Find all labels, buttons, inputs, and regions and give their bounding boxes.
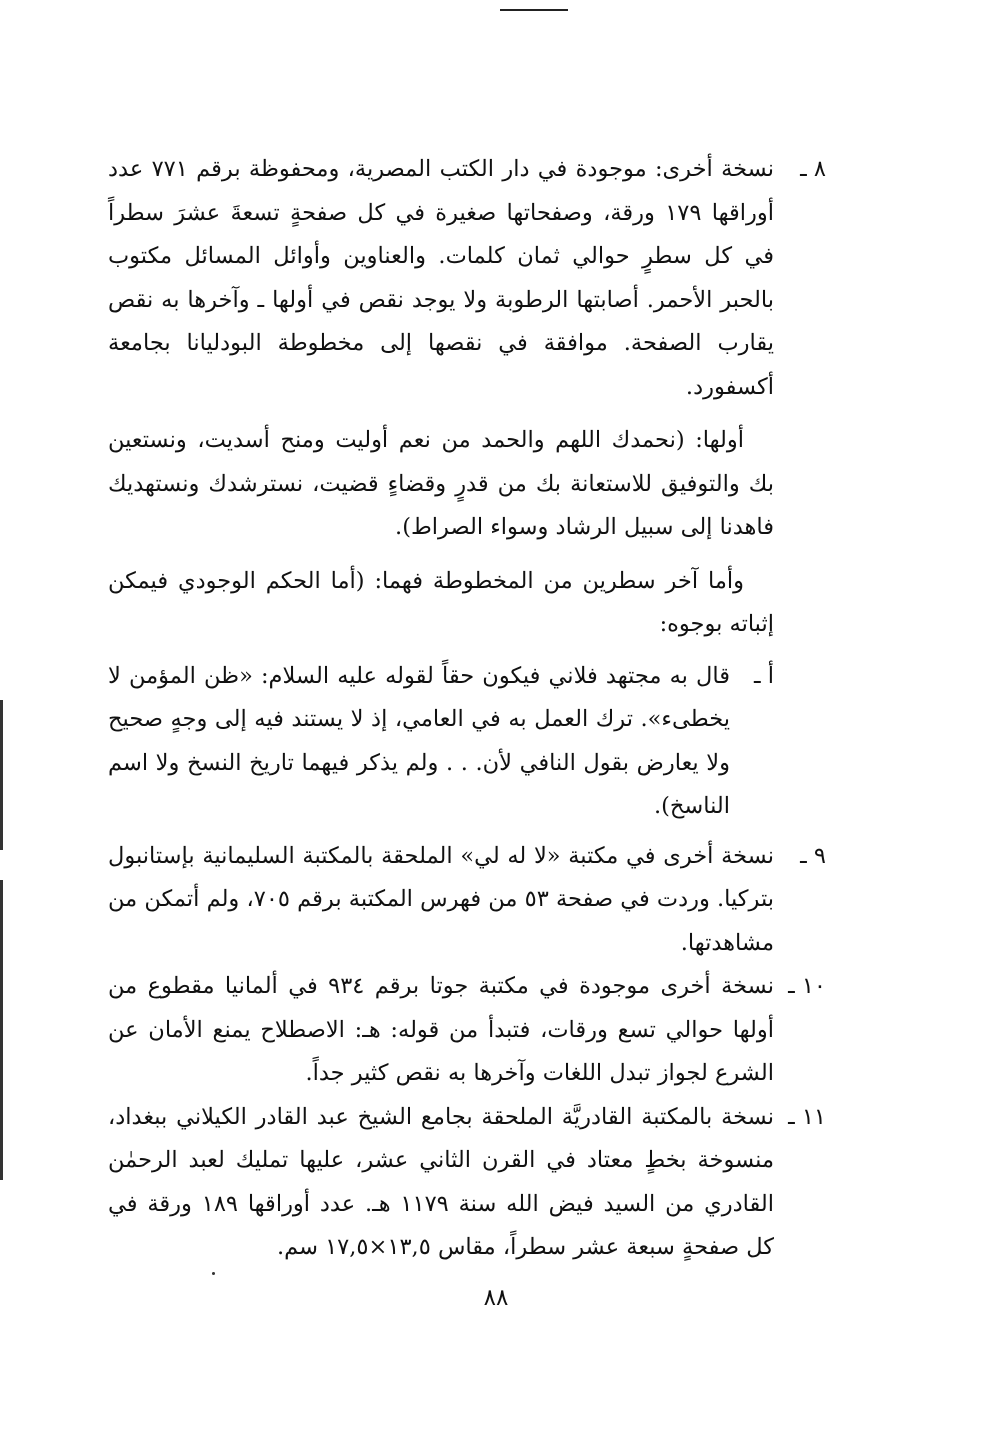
top-rule	[500, 9, 568, 11]
page-body	[108, 148, 826, 1270]
item-number: ٩ ـ	[800, 842, 826, 869]
item-number: ٨ ـ	[800, 156, 826, 182]
manuscript-ending: وأما آخر سطرين من المخطوطة فهما: (أما الحكم الوجودي فيمكن إثباته بوجوه:	[108, 567, 774, 637]
list-item	[108, 835, 826, 966]
scan-edge-mark	[0, 700, 3, 850]
list-item	[108, 965, 826, 1096]
sub-item-letter: أ ـ	[754, 662, 774, 689]
scan-edge-mark	[0, 880, 3, 1180]
page-number: ٨٨	[483, 1285, 509, 1311]
list-item	[108, 1096, 826, 1270]
scan-speck	[212, 1272, 215, 1275]
item-text: نسخة أخرى موجودة في مكتبة جوتا برقم ٩٣٤ في ألمانيا مقطوع من أولها حوالي تسع ورقات، فتبدأ من قوله: هـ: الاصطلاح يمنع الأمان عن الشرع لجواز تبدل اللغات وآخرها به نقص كثير جداً.	[108, 973, 774, 1086]
item-number: ١٠ ـ	[788, 973, 826, 999]
item-text: نسخة أخرى في مكتبة «لا له لي» الملحقة بالمكتبة السليمانية بإستانبول بتركيا. وردت في صفحة ٥٣ من فهرس المكتبة برقم ٧٠٥، ولم أتمكن من مشاهدتها.	[108, 842, 774, 956]
item-text: نسخة بالمكتبة القادريَّة الملحقة بجامع الشيخ عبد القادر الكيلاني ببغداد، منسوخة بخطٍ معتاد في القرن الثاني عشر، عليها تمليك لعبد الرحمٰن القادري من السيد فيض الله سنة ١١٧٩ هـ. عدد أوراقها ١٨٩ ورقة في كل صفحةٍ سبعة عشر سطراً، مقاس ١٣,٥×١٧,٥ سم.	[108, 1103, 774, 1260]
manuscript-opening: أولها: (نحمدك اللهم والحمد من نعم أوليت ومنح أسديت، ونستعين بك والتوفيق للاستعانة بك من قدرٍ وقضاءٍ قضيت، نسترشدك ونستهديك فاهدنا إلى سبيل الرشاد وسواء الصراط).	[108, 427, 774, 540]
sub-item	[108, 655, 826, 829]
list-item	[108, 148, 826, 409]
sub-item-text: قال به مجتهد فلاني فيكون حقاً لقوله عليه السلام: «ظن المؤمن لا يخطىء». ترك العمل به في العامي، إذ لا يستند فيه إلى وجهٍ صحيح ولا يعارض بقول النافي لأن. . . ولم يذكر فيهما تاريخ النسخ ولا اسم الناسخ).	[108, 662, 730, 819]
item-number: ١١ ـ	[788, 1103, 826, 1130]
item-text: نسخة أخرى: موجودة في دار الكتب المصرية، ومحفوظة برقم ٧٧١ عدد أوراقها ١٧٩ ورقة، وصفحاتها صغيرة في كل صفحةٍ تسعةَ عشرَ سطراً في كل سطرٍ حوالي ثمان كلمات. والعناوين وأوائل المسائل مكتوب بالحبر الأحمر. أصابتها الرطوبة ولا يوجد نقص في أولها ـ وآخرها به نقص يقارب الصفحة. موافقة في نقصها إلى مخطوطة البودليانا بجامعة أكسفورد.	[108, 156, 775, 400]
